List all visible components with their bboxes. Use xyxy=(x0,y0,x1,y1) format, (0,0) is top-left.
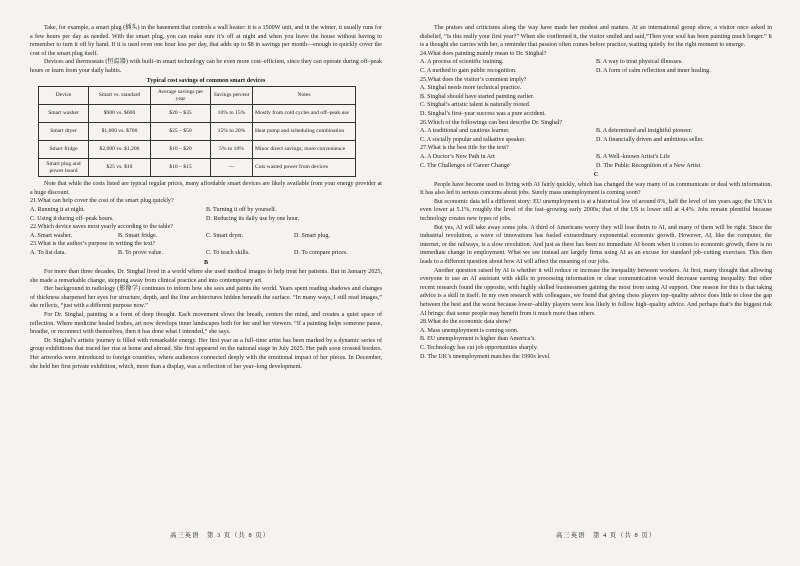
table-cell: Minor direct savings; more convenience xyxy=(253,141,356,159)
section-c-heading: C xyxy=(593,172,599,179)
table-cell: $900 vs. $600 xyxy=(89,105,151,123)
smart-plug-paragraph: Take, for example, a smart plug (插头) in the basement that controls a wall heater: it is a 1500W unit, and in the winter, it usually runs for a few hours per day as needed. With the smart plug, you can make sure it’s off at night and when you leave the house without having to remember to turn it off by hand. If it is used even one hour less per day, that adds up to $8 in savings per month—enough to quickly cover the cost of the smart plug itself. xyxy=(30,25,382,57)
option-23a: A. To list data. xyxy=(30,249,66,256)
table-row xyxy=(39,123,356,141)
note-paragraph: Note that while the costs listed are typical regular prices, many affordable smart devices are likely available from your energy provider at a huge discount. xyxy=(30,181,382,196)
header-device: Device xyxy=(39,87,89,105)
question-27-options xyxy=(420,162,772,171)
option-22b: B. Smart fridge. xyxy=(118,232,158,239)
table-title: Typical cost savings of common smart devices xyxy=(146,77,266,84)
option-26a: A. A traditional and cautious learner. xyxy=(420,128,510,135)
option-21a: A. Running it at night. xyxy=(30,206,85,213)
passage-c-paragraph: Another question raised by AI is whether it will reduce or increase the inequality between workers. At first, many thought that allowing everyone to use an AI assistant with skills in processing information or clear communication would decrease earning inequality. But other recent research found the opposite, with highly skilled businessmen gaining the most from using AI support. One reason for this is that taking advice is a skill in itself. In my own research with colleagues, we found that giving chess players top–quality advice does little to close the gap between the best and the worst because lower–ability players were less likely to follow high–quality advice. And perhaps that’s the biggest risk AI brings: that some people may benefit from it much more than others. xyxy=(420,267,772,317)
question-25: 25.What does the visitor’s comment imply? xyxy=(420,76,527,83)
option-25a: A. Singhal needs more technical practice. xyxy=(420,85,522,92)
header-savings: Average savings per year xyxy=(151,87,211,105)
table-cell: $25 – $50 xyxy=(151,123,211,141)
option-21d: D. Reducing its daily use by one hour. xyxy=(206,215,300,222)
passage-b-paragraph: For Dr. Singhal, painting is a form of deep thought. Each movement slows the breath, centers the mind, and creates a quiet space of reflection. Where medicine healed bodies, art now develops inner landscapes both for her and her viewers. “If a painting helps someone pause, breathe, or reconnect with themselves, then it has done what I intended,” she says. xyxy=(30,312,382,336)
table-row xyxy=(39,159,356,177)
question-23-options xyxy=(30,249,382,258)
table-row xyxy=(39,105,356,123)
option-26b: B. A determined and insightful pioneer. xyxy=(596,128,692,135)
option-21c: C. Using it during off–peak hours. xyxy=(30,215,114,222)
option-23c: C. To teach skills. xyxy=(206,249,250,256)
table-cell: 15% to 20% xyxy=(211,123,253,141)
question-24-options xyxy=(420,58,772,67)
table-cell: $10 – $15 xyxy=(151,159,211,177)
question-26-options xyxy=(420,136,772,145)
option-26c: C. A socially popular and talkative speaker. xyxy=(420,136,526,143)
option-27d: D. The Public Recognition of a New Artist xyxy=(596,162,701,169)
passage-c-paragraph: People have become used to living with AI fairly quickly, which has changed the way many of us communicate or deal with information. It has also led to serious concerns about jobs. Surely mass unemployment is coming soon? xyxy=(420,181,772,197)
question-27: 27.What is the best title for the text? xyxy=(420,145,509,152)
right-page xyxy=(420,24,772,361)
page-footer-left: 高三英语 第 3 页（共 8 页） xyxy=(170,532,271,539)
question-21: 21.What can help cover the cost of the smart plug quickly? xyxy=(30,198,174,205)
section-b-heading: B xyxy=(203,259,209,266)
passage-c-paragraph: But economic data tell a different story: EU unemployment is at a historical low of around 6%, half the level of ten years ago; the UK’s is even lower at 5.1%, roughly the level of the fast–growing early 2000s; that of the US is lower still at 4.4%. Jobs remain plentiful because technology creates new types of jobs. xyxy=(420,198,772,223)
option-24b: B. A way to treat physical illnesses. xyxy=(596,59,683,66)
question-24-options xyxy=(420,67,772,76)
table-cell: Smart dryer xyxy=(39,123,89,141)
table-cell: $20 – $35 xyxy=(151,105,211,123)
passage-b-paragraph: For more than three decades, Dr. Singhal lived in a world where she used medical images to help treat her patients. But in January 2025, she made a remarkable change, stepping away from clinical practice and into contemporary art. xyxy=(30,269,382,284)
page-footer-right: 高三英语 第 4 页（共 8 页） xyxy=(556,532,657,539)
table-cell: Cuts wasted power from devices xyxy=(253,159,356,177)
table-header-row xyxy=(39,87,356,105)
table-cell: Heat pump and scheduling combination xyxy=(253,123,356,141)
passage-b-paragraph: Dr. Singhal’s artistic journey is filled with remarkable energy. Her first year as a full–time artist has been marked by a dynamic series of group exhibitions that traced her rise at home and abroad. She first appeared on the national stage in July 2025. Her path soon crossed borders. Her artworks were introduced to foreign countries, where audiences connected deeply with the emotional impact of her pieces. In December, she held her first private exhibition, which, more than a display, was a reflection of her year–long development. xyxy=(30,337,382,370)
question-22-options xyxy=(30,232,382,241)
option-28d: D. The UK’s unemployment matches the 1990s level. xyxy=(420,353,551,360)
left-page xyxy=(30,24,382,371)
option-24a: A. A process of scientific training. xyxy=(420,59,504,66)
option-22c: C. Smart dryer. xyxy=(206,232,244,239)
question-26-options xyxy=(420,127,772,136)
table-row xyxy=(39,141,356,159)
option-23d: D. To compare prices. xyxy=(294,249,348,256)
table-cell: Smart fridge xyxy=(39,141,89,159)
table-cell: $25 vs. $10 xyxy=(89,159,151,177)
option-25c: C. Singhal’s artistic talent is naturally rooted. xyxy=(420,102,531,109)
table-cell: Smart washer xyxy=(39,105,89,123)
table-cell: $10 – $20 xyxy=(151,141,211,159)
passage-b-paragraph: Her background in radiology (影像学) continues to inform how she sees and paints the world. Years spent reading shadows and changes of thickness sharpened her eyes for structure, depth, and the fine architectures hidden beneath the surface. “In many ways, I still read images,” she reflects, “just with a different purpose now.” xyxy=(30,286,382,310)
option-27a: A. A Doctor’s New Path in Art xyxy=(420,153,495,160)
option-23b: B. To prove value. xyxy=(118,249,163,256)
option-28a: A. Mass unemployment is coming soon. xyxy=(420,327,519,334)
option-25b: B. Singhal should have started painting earlier. xyxy=(420,93,535,100)
option-24d: D. A form of calm reflection and inner healing. xyxy=(596,67,711,74)
question-23: 23.What is the author’s purpose in writing the text? xyxy=(30,241,156,248)
header-notes: Notes xyxy=(253,87,356,105)
option-21b: B. Turning it off by yourself. xyxy=(206,206,277,213)
question-21-options xyxy=(30,206,382,215)
question-22: 22.Which device saves most yearly according to the table? xyxy=(30,224,173,231)
question-26: 26.Which of the followings can best describe Dr. Singhal? xyxy=(420,119,563,126)
savings-table xyxy=(38,86,356,177)
option-25d: D. Singhal’s first–year success was a pure accident. xyxy=(420,110,546,117)
question-24: 24.What does painting mainly mean to Dr. Singhal? xyxy=(420,50,547,57)
header-price: Smart vs. standard xyxy=(89,87,151,105)
table-cell: — xyxy=(211,159,253,177)
option-22a: A. Smart washer. xyxy=(30,232,72,239)
passage-b-paragraph: The praises and criticisms along the way have made her modest and mature. At an international group show, a visitor once asked in disbelief, “Is this really your first year?” When she confirmed it, the visitor smiled and said,“Then your soul has been painting much longer.” It is a thought she carries with her, a reminder that passion often comes before practice, waiting quietly for the right moment to emerge. xyxy=(420,25,772,49)
devices-paragraph: Devices and thermostats (恒温器) with built–in smart technology can be even more cost–efficient, since they can operate during off–peak hours or learn from your daily habits. xyxy=(30,59,382,74)
option-26d: D. A financially driven and ambitious seller. xyxy=(596,136,704,143)
passage-c-paragraph: But yes, AI will take away some jobs. A third of Americans worry they will lose theirs to AI, and many of them will be right. Since the industrial revolution, a wave of innovations has fueled extraordinary exponential economic growth. However, AI, like the computer, the internet, or the railways, is a slow revolution. And just as there has been no immediate AI boom when it comes to economic growth, there is no immediate change in employment. What we see instead are largely firms using AI as an excuse for standard job–cutting exercises. This then leads to a different question about how AI will affect the meaning of our jobs. xyxy=(420,224,772,266)
option-27b: B. A Well–known Artist’s Life xyxy=(596,153,671,160)
option-28b: B. EU unemployment is higher than America’s. xyxy=(420,336,536,343)
option-27c: C. The Challenges of Career Change xyxy=(420,162,510,169)
table-cell: Smart plug and power board xyxy=(39,159,89,177)
table-cell: 10% to 15% xyxy=(211,105,253,123)
question-21-options xyxy=(30,215,382,224)
question-27-options xyxy=(420,153,772,162)
header-percent: Savings percent xyxy=(211,87,253,105)
table-cell: $1,000 vs. $700 xyxy=(89,123,151,141)
option-22d: D. Smart plug. xyxy=(294,232,330,239)
option-24c: C. A method to gain public recognition. xyxy=(420,67,517,74)
table-cell: Mostly from cold cycles and off–peak use xyxy=(253,105,356,123)
table-cell: $2,000 vs. $1,200 xyxy=(89,141,151,159)
option-28c: C. Technology has cut job opportunities sharply. xyxy=(420,344,538,351)
table-cell: 5% to 10% xyxy=(211,141,253,159)
question-28: 28.What do the economic data show? xyxy=(420,319,512,326)
